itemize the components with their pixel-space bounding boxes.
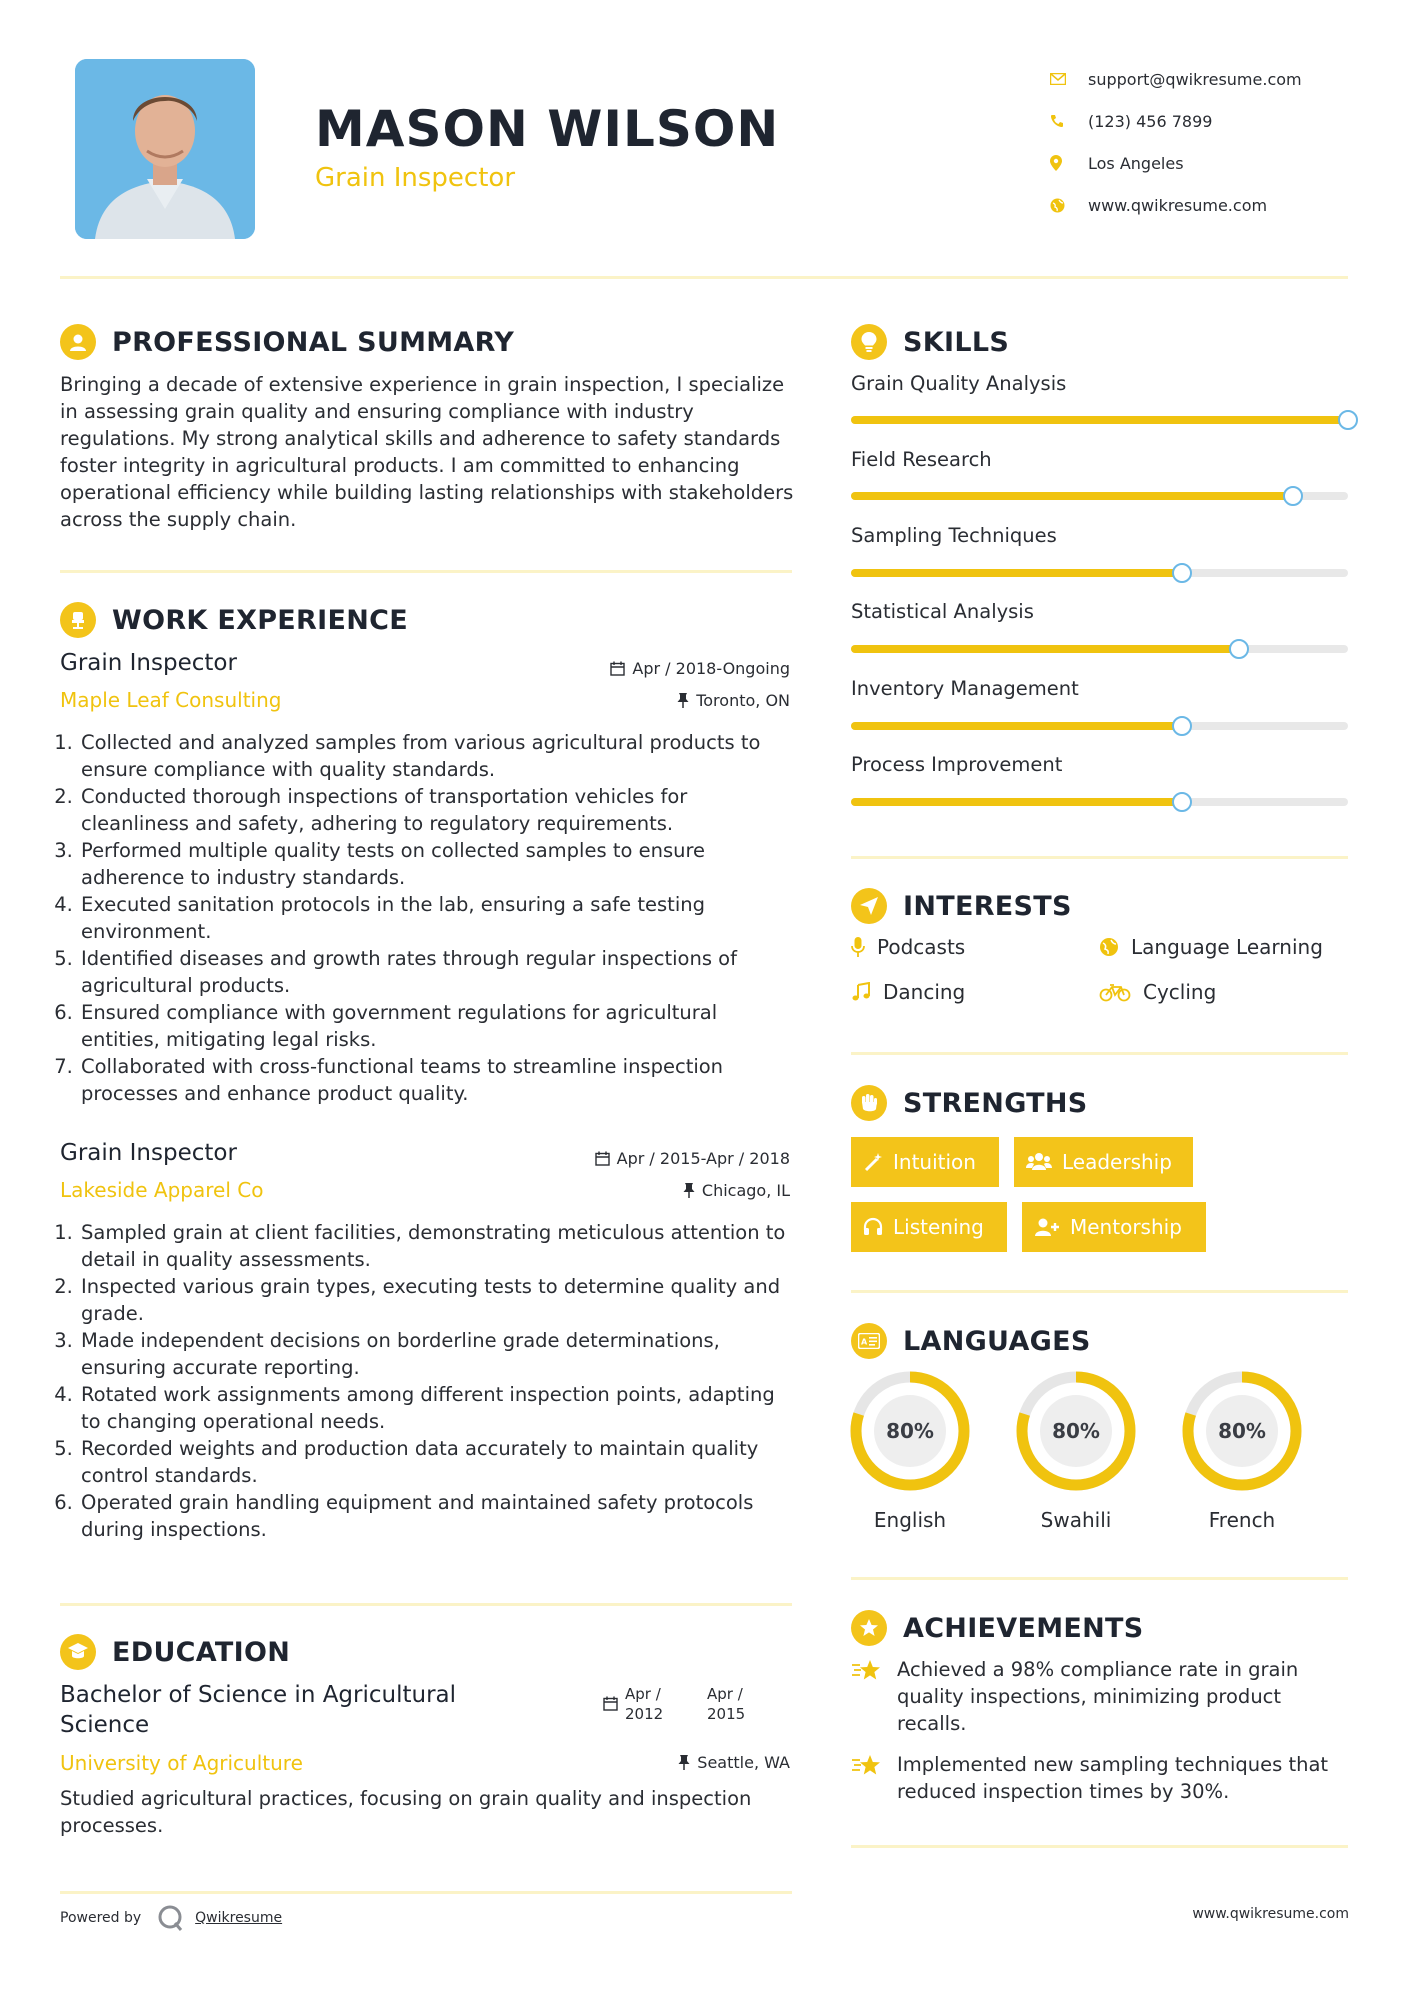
skill-name: Grain Quality Analysis bbox=[851, 372, 1067, 395]
education-school: University of Agriculture bbox=[60, 1751, 303, 1775]
qwikresume-link[interactable]: Qwikresume bbox=[195, 1910, 283, 1926]
job-1-date bbox=[610, 659, 790, 678]
calendar-icon bbox=[595, 1151, 610, 1166]
pushpin-icon bbox=[683, 1183, 695, 1198]
map-pin-icon bbox=[1050, 155, 1088, 171]
achievements-divider bbox=[851, 1845, 1348, 1848]
job-2-date bbox=[595, 1149, 790, 1168]
star-badge-icon bbox=[851, 1610, 887, 1646]
skill-name: Field Research bbox=[851, 448, 992, 471]
skill-bar-knob bbox=[1338, 410, 1358, 430]
languages-heading bbox=[851, 1323, 1091, 1359]
contact-block bbox=[1050, 58, 1380, 226]
powered-by-label: Powered by bbox=[60, 1910, 142, 1926]
language-french bbox=[1181, 1370, 1303, 1532]
profile-photo bbox=[75, 59, 255, 239]
skills-heading bbox=[851, 324, 1009, 360]
skill-bar-fill bbox=[851, 722, 1182, 730]
job-1-bullets bbox=[60, 729, 800, 1107]
language-percent: 80% bbox=[886, 1419, 934, 1443]
group-icon bbox=[1026, 1152, 1052, 1172]
pushpin-icon bbox=[678, 1755, 690, 1770]
language-english bbox=[849, 1370, 971, 1532]
education-dates bbox=[603, 1684, 753, 1724]
star-icon bbox=[851, 1753, 883, 1779]
strengths-title: STRENGTHS bbox=[903, 1087, 1088, 1119]
pushpin-icon bbox=[677, 693, 689, 708]
interests-heading bbox=[851, 888, 1072, 924]
strength-chip bbox=[851, 1202, 1007, 1252]
calendar-icon bbox=[610, 661, 625, 676]
strength-chip bbox=[851, 1137, 999, 1187]
user-icon bbox=[60, 324, 96, 360]
achievements-title: ACHIEVEMENTS bbox=[903, 1612, 1144, 1644]
list-item: 7. Collaborated with cross-functional teams to streamline inspection processes and enhance product quality. bbox=[79, 1053, 800, 1107]
interests-divider bbox=[851, 1052, 1348, 1055]
language-name: French bbox=[1208, 1508, 1276, 1532]
interest-dancing bbox=[851, 980, 965, 1004]
headphones-icon bbox=[863, 1217, 883, 1237]
skill-bar-fill bbox=[851, 492, 1293, 500]
experience-heading bbox=[60, 602, 408, 638]
skill-bar-fill bbox=[851, 645, 1239, 653]
job-2-location-text: Chicago, IL bbox=[701, 1181, 790, 1200]
language-card-icon bbox=[851, 1323, 887, 1359]
skill-bar bbox=[851, 569, 1348, 577]
lightbulb-icon bbox=[851, 324, 887, 360]
strength-label: Mentorship bbox=[1070, 1215, 1182, 1239]
star-icon bbox=[851, 1658, 883, 1684]
interest-label: Podcasts bbox=[877, 935, 966, 959]
list-item: 4. Rotated work assignments among different inspection points, adapting to changing operational needs. bbox=[79, 1381, 800, 1435]
phone-icon bbox=[1050, 114, 1088, 128]
paper-plane-icon bbox=[851, 888, 887, 924]
job-2-company: Lakeside Apparel Co bbox=[60, 1178, 264, 1202]
graduation-cap-icon bbox=[60, 1634, 96, 1670]
strengths-divider bbox=[851, 1290, 1348, 1293]
language-percent: 80% bbox=[1218, 1419, 1266, 1443]
list-item: 3. Performed multiple quality tests on collected samples to ensure adherence to industry standards. bbox=[79, 837, 800, 891]
skill-bar bbox=[851, 798, 1348, 806]
summary-heading bbox=[60, 324, 514, 360]
languages-divider bbox=[851, 1577, 1348, 1580]
contact-location bbox=[1050, 142, 1380, 184]
job-2-date-text: Apr / 2015-Apr / 2018 bbox=[616, 1149, 790, 1168]
list-item: 4. Executed sanitation protocols in the lab, ensuring a safe testing environment. bbox=[79, 891, 800, 945]
achievement-item bbox=[851, 1751, 1331, 1805]
languages-title: LANGUAGES bbox=[903, 1325, 1091, 1357]
envelope-icon bbox=[1050, 73, 1088, 85]
globe-icon bbox=[1099, 937, 1119, 957]
language-swahili bbox=[1015, 1370, 1137, 1532]
skill-bar-fill bbox=[851, 416, 1348, 424]
job-1-location bbox=[677, 691, 790, 710]
strength-label: Listening bbox=[893, 1215, 984, 1239]
list-item: 1. Sampled grain at client facilities, demonstrating meticulous attention to detail in quality assessments. bbox=[79, 1219, 800, 1273]
strengths-heading bbox=[851, 1085, 1088, 1121]
list-item: 3. Made independent decisions on borderline grade determinations, ensuring accurate reporting. bbox=[79, 1327, 800, 1381]
skill-bar-knob bbox=[1172, 716, 1192, 736]
skill-bar-knob bbox=[1229, 639, 1249, 659]
skill-bar-fill bbox=[851, 798, 1182, 806]
interest-label: Language Learning bbox=[1131, 935, 1323, 959]
education-degree: Bachelor of Science in Agricultural Science bbox=[60, 1682, 457, 1738]
add-user-icon bbox=[1034, 1217, 1060, 1237]
magic-wand-icon bbox=[863, 1152, 883, 1172]
job-2-title: Grain Inspector bbox=[60, 1140, 237, 1166]
skill-bar bbox=[851, 416, 1348, 424]
skill-bar-knob bbox=[1172, 792, 1192, 812]
job-1-company: Maple Leaf Consulting bbox=[60, 688, 282, 712]
skill-bar bbox=[851, 645, 1348, 653]
education-location-text: Seattle, WA bbox=[697, 1753, 790, 1772]
interest-label: Dancing bbox=[883, 980, 966, 1004]
contact-email-text: support@qwikresume.com bbox=[1088, 69, 1302, 89]
music-note-icon bbox=[851, 982, 871, 1002]
list-item: 1. Collected and analyzed samples from various agricultural products to ensure compliance with quality standards. bbox=[79, 729, 800, 783]
candidate-title: Grain Inspector bbox=[315, 163, 516, 193]
skills-title: SKILLS bbox=[903, 326, 1010, 358]
job-1-title: Grain Inspector bbox=[60, 650, 237, 676]
language-name: Swahili bbox=[1040, 1508, 1112, 1532]
skill-name: Process Improvement bbox=[851, 753, 1063, 776]
qwikresume-logo-icon bbox=[155, 1903, 187, 1933]
skill-name: Sampling Techniques bbox=[851, 524, 1057, 547]
job-1-date-text: Apr / 2018-Ongoing bbox=[632, 659, 790, 678]
skill-bar bbox=[851, 492, 1348, 500]
raised-fist-icon bbox=[851, 1085, 887, 1121]
job-2-bullets bbox=[60, 1219, 800, 1543]
summary-text: Bringing a decade of extensive experience in grain inspection, I specialize in assessing grain quality and ensuring compliance with industry regulations. My strong analytical skills and adherence to safety standards foster integrity in agricultural products. I am committed to enhancing operational efficiency while building lasting relationships with stakeholders across the supply chain. bbox=[60, 373, 794, 531]
skill-name: Inventory Management bbox=[851, 677, 1079, 700]
education-date-end: Apr / 2015 bbox=[707, 1685, 746, 1723]
interest-label: Cycling bbox=[1143, 980, 1217, 1004]
education-location bbox=[678, 1753, 790, 1772]
list-item: 5. Recorded weights and production data accurately to maintain quality control standards. bbox=[79, 1435, 800, 1489]
skill-name: Statistical Analysis bbox=[851, 600, 1034, 623]
experience-divider bbox=[60, 1603, 792, 1606]
skill-bar-fill bbox=[851, 569, 1182, 577]
interests-title: INTERESTS bbox=[903, 890, 1072, 922]
contact-phone[interactable] bbox=[1050, 100, 1380, 142]
skills-divider bbox=[851, 856, 1348, 859]
chair-icon bbox=[60, 602, 96, 638]
contact-email[interactable] bbox=[1050, 58, 1380, 100]
job-2-location bbox=[683, 1181, 790, 1200]
achievement-text: Achieved a 98% compliance rate in grain quality inspections, minimizing product recalls. bbox=[897, 1658, 1299, 1735]
calendar-icon bbox=[603, 1696, 618, 1711]
experience-title: WORK EXPERIENCE bbox=[112, 604, 408, 636]
svg-text:A: A bbox=[861, 1337, 868, 1347]
language-name: English bbox=[873, 1508, 947, 1532]
list-item: 6. Ensured compliance with government regulations for agricultural entities, mitigating legal risks. bbox=[79, 999, 800, 1053]
job-1-location-text: Toronto, ON bbox=[696, 691, 790, 710]
contact-phone-text: (123) 456 7899 bbox=[1088, 111, 1213, 131]
microphone-icon bbox=[851, 936, 865, 958]
strength-label: Intuition bbox=[893, 1150, 976, 1174]
language-percent: 80% bbox=[1052, 1419, 1100, 1443]
education-title: EDUCATION bbox=[112, 1636, 291, 1668]
footer-powered-by bbox=[60, 1903, 282, 1933]
education-date-start: Apr / 2012 bbox=[625, 1685, 664, 1723]
strength-chip bbox=[1014, 1137, 1193, 1187]
contact-website[interactable] bbox=[1050, 184, 1380, 226]
interest-podcasts bbox=[851, 935, 965, 959]
footer-website[interactable]: www.qwikresume.com bbox=[1192, 1906, 1349, 1922]
education-divider bbox=[60, 1891, 792, 1894]
list-item: 6. Operated grain handling equipment and maintained safety protocols during inspections. bbox=[79, 1489, 800, 1543]
interest-language-learning bbox=[1099, 935, 1323, 959]
achievement-item bbox=[851, 1656, 1331, 1737]
skill-bar bbox=[851, 722, 1348, 730]
bicycle-icon bbox=[1099, 982, 1131, 1002]
contact-location-text: Los Angeles bbox=[1088, 153, 1184, 173]
contact-website-text: www.qwikresume.com bbox=[1088, 195, 1268, 215]
strength-label: Leadership bbox=[1062, 1150, 1172, 1174]
education-description: Studied agricultural practices, focusing on grain quality and inspection processes. bbox=[60, 1787, 752, 1837]
list-item: 2. Inspected various grain types, executing tests to determine quality and grade. bbox=[79, 1273, 800, 1327]
achievements-heading bbox=[851, 1610, 1144, 1646]
summary-divider bbox=[60, 570, 792, 573]
summary-title: PROFESSIONAL SUMMARY bbox=[112, 326, 515, 358]
strength-chip bbox=[1022, 1202, 1206, 1252]
candidate-name: MASON WILSON bbox=[315, 100, 780, 158]
list-item: 2. Conducted thorough inspections of transportation vehicles for cleanliness and safety, adhering to regulatory requirements. bbox=[79, 783, 800, 837]
list-item: 5. Identified diseases and growth rates through regular inspections of agricultural products. bbox=[79, 945, 800, 999]
education-heading bbox=[60, 1634, 290, 1670]
header-divider bbox=[60, 276, 1348, 279]
globe-icon bbox=[1050, 198, 1088, 213]
interest-cycling bbox=[1099, 980, 1216, 1004]
skill-bar-knob bbox=[1283, 486, 1303, 506]
skill-bar-knob bbox=[1172, 563, 1192, 583]
achievement-text: Implemented new sampling techniques that reduced inspection times by 30%. bbox=[897, 1753, 1329, 1803]
